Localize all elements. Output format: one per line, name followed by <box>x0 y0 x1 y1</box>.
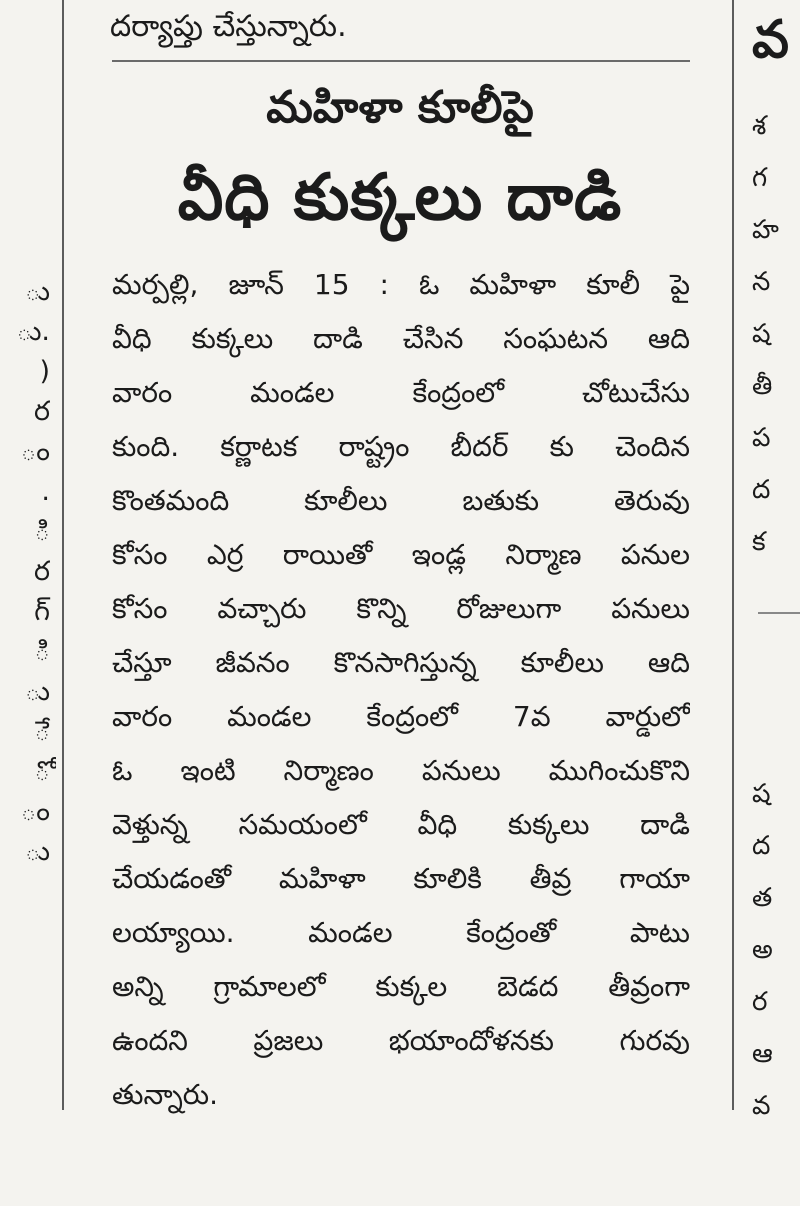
left-column-fragment <box>0 272 56 872</box>
left-fragment-line: ర <box>33 556 50 587</box>
right-fragment-line: త <box>752 883 773 913</box>
left-fragment-line: ర <box>33 396 50 427</box>
left-fragment-line: ు <box>25 676 50 707</box>
right-fragment-line: గ <box>752 163 768 193</box>
column-divider-right <box>732 0 734 1110</box>
body-line: వెళ్తున్న సమయంలో వీధి కుక్కలు దాడి <box>112 808 690 841</box>
article-separator <box>112 60 690 62</box>
left-fragment-line: ు <box>25 276 50 307</box>
right-column-separator <box>758 612 800 614</box>
left-fragment-line: ో <box>34 756 50 787</box>
right-column-headline-fragment: వ <box>752 10 789 70</box>
body-line: లయ్యాయి. మండల కేంద్రంతో పాటు <box>112 916 690 949</box>
right-fragment-line: ప <box>752 423 771 453</box>
body-line: వీధి కుక్కలు దాడి చేసిన సంఘటన ఆది <box>112 322 690 355</box>
right-fragment-line: హ <box>752 215 779 245</box>
right-fragment-line: వ <box>752 1091 771 1121</box>
right-fragment-line: అ <box>752 935 773 965</box>
left-fragment-line: ి <box>34 636 50 667</box>
body-line: తున్నారు. <box>112 1078 219 1111</box>
body-line: ఓ ఇంటి నిర్మాణం పనులు ముగించుకొని <box>112 754 690 787</box>
right-column-fragment-lower <box>752 768 800 1132</box>
body-line: చేస్తూ జీవనం కొనసాగిస్తున్న కూలీలు ఆది <box>112 646 690 679</box>
body-line: అన్ని గ్రామాలలో కుక్కల బెడద తీవ్రంగా <box>112 970 690 1003</box>
left-fragment-line: ం <box>20 436 50 467</box>
body-line: వారం మండల కేంద్రంలో చోటుచేసు <box>112 376 690 409</box>
body-line: వారం మండల కేంద్రంలో 7వ వార్డులో <box>112 700 690 733</box>
right-fragment-line: తీ <box>752 371 773 401</box>
body-line: చేయడంతో మహిళా కూలికి తీవ్ర గాయా <box>112 862 690 895</box>
right-fragment-line: శ <box>752 111 767 141</box>
left-fragment-line: ి <box>34 516 50 547</box>
right-fragment-line: ఆ <box>752 1039 773 1069</box>
left-fragment-line: గ్ <box>34 596 50 627</box>
article-headline: వీధి కుక్కలు దాడి <box>177 161 623 235</box>
right-column-fragment-upper <box>752 100 800 568</box>
body-line: ఉందని ప్రజలు భయాందోళనకు గురవు <box>112 1024 690 1057</box>
body-line: కోసం వచ్చారు కొన్ని రోజులుగా పనులు <box>112 592 690 625</box>
body-line: కోసం ఎర్ర రాయితో ఇండ్ల నిర్మాణ పనుల <box>112 538 690 571</box>
left-fragment-line: . <box>41 476 50 507</box>
right-fragment-line: ర <box>752 987 768 1017</box>
article-kicker: మహిళా కూలీపై <box>266 82 534 133</box>
right-fragment-line: ద <box>752 831 771 861</box>
previous-article-tail: దర్యాప్తు చేస్తున్నారు. <box>110 9 347 44</box>
body-line: కుంది. కర్ణాటక రాష్ట్రం బీదర్ కు చెందిన <box>112 430 690 463</box>
right-fragment-line: ష <box>752 779 771 809</box>
right-fragment-line: క <box>752 527 766 557</box>
left-fragment-line: ు <box>25 836 50 867</box>
left-fragment-line: ే <box>34 716 50 747</box>
left-fragment-line: ) <box>39 356 50 387</box>
column-divider-left <box>62 0 64 1110</box>
article-body <box>112 258 690 1122</box>
left-fragment-line: ం <box>20 796 50 827</box>
right-fragment-line: ష <box>752 319 771 349</box>
right-fragment-line: ద <box>752 475 771 505</box>
body-line: కొంతమంది కూలీలు బతుకు తెరువు <box>112 484 690 517</box>
body-line: మర్పల్లి, జూన్ 15 : ఓ మహిళా కూలీ పై <box>112 268 690 301</box>
right-fragment-line: న <box>752 267 771 297</box>
left-fragment-line: ు. <box>16 316 50 347</box>
